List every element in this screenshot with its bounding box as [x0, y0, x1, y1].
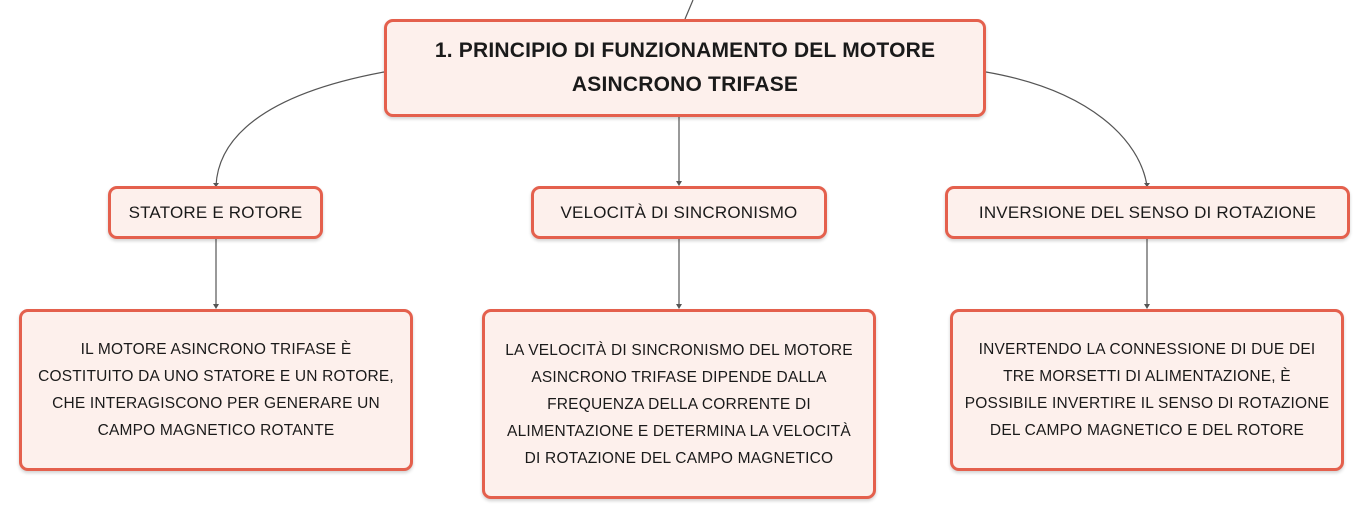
subtopic-label: INVERTENDO LA CONNESSIONE DI DUE DEI TRE MORSETTI DI ALIMENTAZIONE, È POSSIBILE INVERTIRE IL SENSO DI ROTAZIONE DEL CAMPO MAGNETICO E DEL ROTORE	[964, 341, 1330, 439]
connector-root-to-inversione	[986, 72, 1147, 186]
topic-label: INVERSIONE DEL SENSO DI ROTAZIONE	[978, 202, 1317, 222]
topic-velocita-di-sincronismo[interactable]	[531, 186, 827, 239]
subtopic-statore-description[interactable]	[19, 309, 413, 471]
subtopic-label: LA VELOCITÀ DI SINCRONISMO DEL MOTORE ASINCRONO TRIFASE DIPENDE DALLA FREQUENZA DELLA CORRENTE DI ALIMENTAZIONE E DETERMINA LA VELOCITÀ DI ROTAZIONE DEL CAMPO MAGNETICO	[505, 341, 853, 467]
topic-label: STATORE E ROTORE	[128, 202, 303, 222]
topic-statore-e-rotore[interactable]	[108, 186, 323, 239]
topic-inversione-senso-rotazione[interactable]	[945, 186, 1350, 239]
connector-root-to-statore	[216, 72, 384, 186]
parent-connector	[685, 0, 693, 19]
subtopic-inversione-description[interactable]	[950, 309, 1344, 471]
root-topic-label: 1. PRINCIPIO DI FUNZIONAMENTO DEL MOTORE ASINCRONO TRIFASE	[434, 39, 936, 96]
root-topic[interactable]	[384, 19, 986, 117]
subtopic-velocita-description[interactable]	[482, 309, 876, 499]
subtopic-label: IL MOTORE ASINCRONO TRIFASE È COSTITUITO DA UNO STATORE E UN ROTORE, CHE INTERAGISCONO PER GENERARE UN CAMPO MAGNETICO ROTANTE	[38, 341, 394, 439]
topic-label: VELOCITÀ DI SINCRONISMO	[560, 202, 798, 222]
